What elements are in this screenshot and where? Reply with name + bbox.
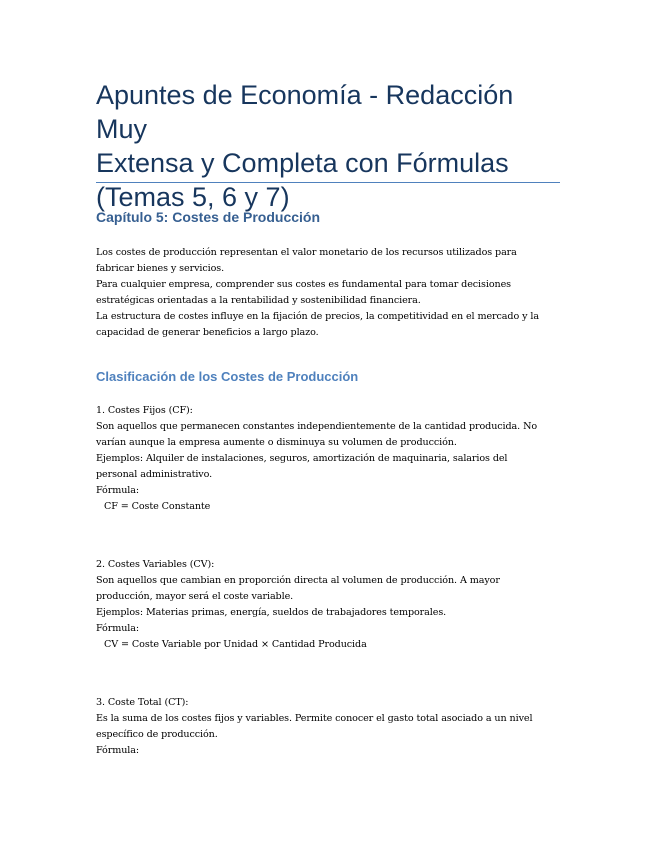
intro-line: fabricar bienes y servicios.	[96, 263, 225, 274]
cf-line: personal administrativo.	[96, 469, 213, 480]
intro-line: estratégicas orientadas a la rentabilidad y sostenibilidad financiera.	[96, 295, 421, 306]
intro-line: capacidad de generar beneficios a largo plazo.	[96, 327, 319, 338]
cv-line: Son aquellos que cambian en proporción directa al volumen de producción. A mayor	[96, 575, 500, 586]
cf-line: Ejemplos: Alquiler de instalaciones, seguros, amortización de maquinaria, salarios del	[96, 453, 508, 464]
ct-formula-label: Fórmula:	[96, 745, 139, 756]
ct-line: Es la suma de los costes fijos y variables. Permite conocer el gasto total asociado a un nivel	[96, 713, 533, 724]
cv-line: Ejemplos: Materias primas, energía, sueldos de trabajadores temporales.	[96, 607, 447, 618]
ct-heading: 3. Coste Total (CT):	[96, 697, 189, 708]
cv-line: producción, mayor será el coste variable.	[96, 591, 294, 602]
intro-line: Los costes de producción representan el valor monetario de los recursos utilizados para	[96, 247, 517, 258]
title-line: Apuntes de Economía - Redacción Muy	[96, 80, 514, 144]
cf-heading: 1. Costes Fijos (CF):	[96, 405, 193, 416]
cf-formula-label: Fórmula:	[96, 485, 139, 496]
intro-line: Para cualquier empresa, comprender sus costes es fundamental para tomar decisiones	[96, 279, 511, 290]
chapter-heading: Capítulo 5: Costes de Producción	[96, 209, 321, 225]
cv-formula: CV = Coste Variable por Unidad × Cantidad Producida	[104, 639, 367, 650]
cf-formula: CF = Coste Constante	[104, 501, 211, 512]
title-line: (Temas 5, 6 y 7)	[96, 182, 290, 212]
cf-line: varían aunque la empresa aumente o disminuya su volumen de producción.	[96, 437, 457, 448]
section-heading: Clasificación de los Costes de Producción	[96, 369, 359, 384]
title-divider	[96, 182, 560, 183]
cv-heading: 2. Costes Variables (CV):	[96, 559, 215, 570]
cf-line: Son aquellos que permanecen constantes independientemente de la cantidad producida. No	[96, 421, 538, 432]
ct-line: específico de producción.	[96, 729, 218, 740]
document-title	[96, 78, 566, 214]
intro-line: La estructura de costes influye en la fijación de precios, la competitividad en el mercado y la	[96, 311, 539, 322]
cv-formula-label: Fórmula:	[96, 623, 139, 634]
title-line: Extensa y Completa con Fórmulas	[96, 148, 509, 178]
